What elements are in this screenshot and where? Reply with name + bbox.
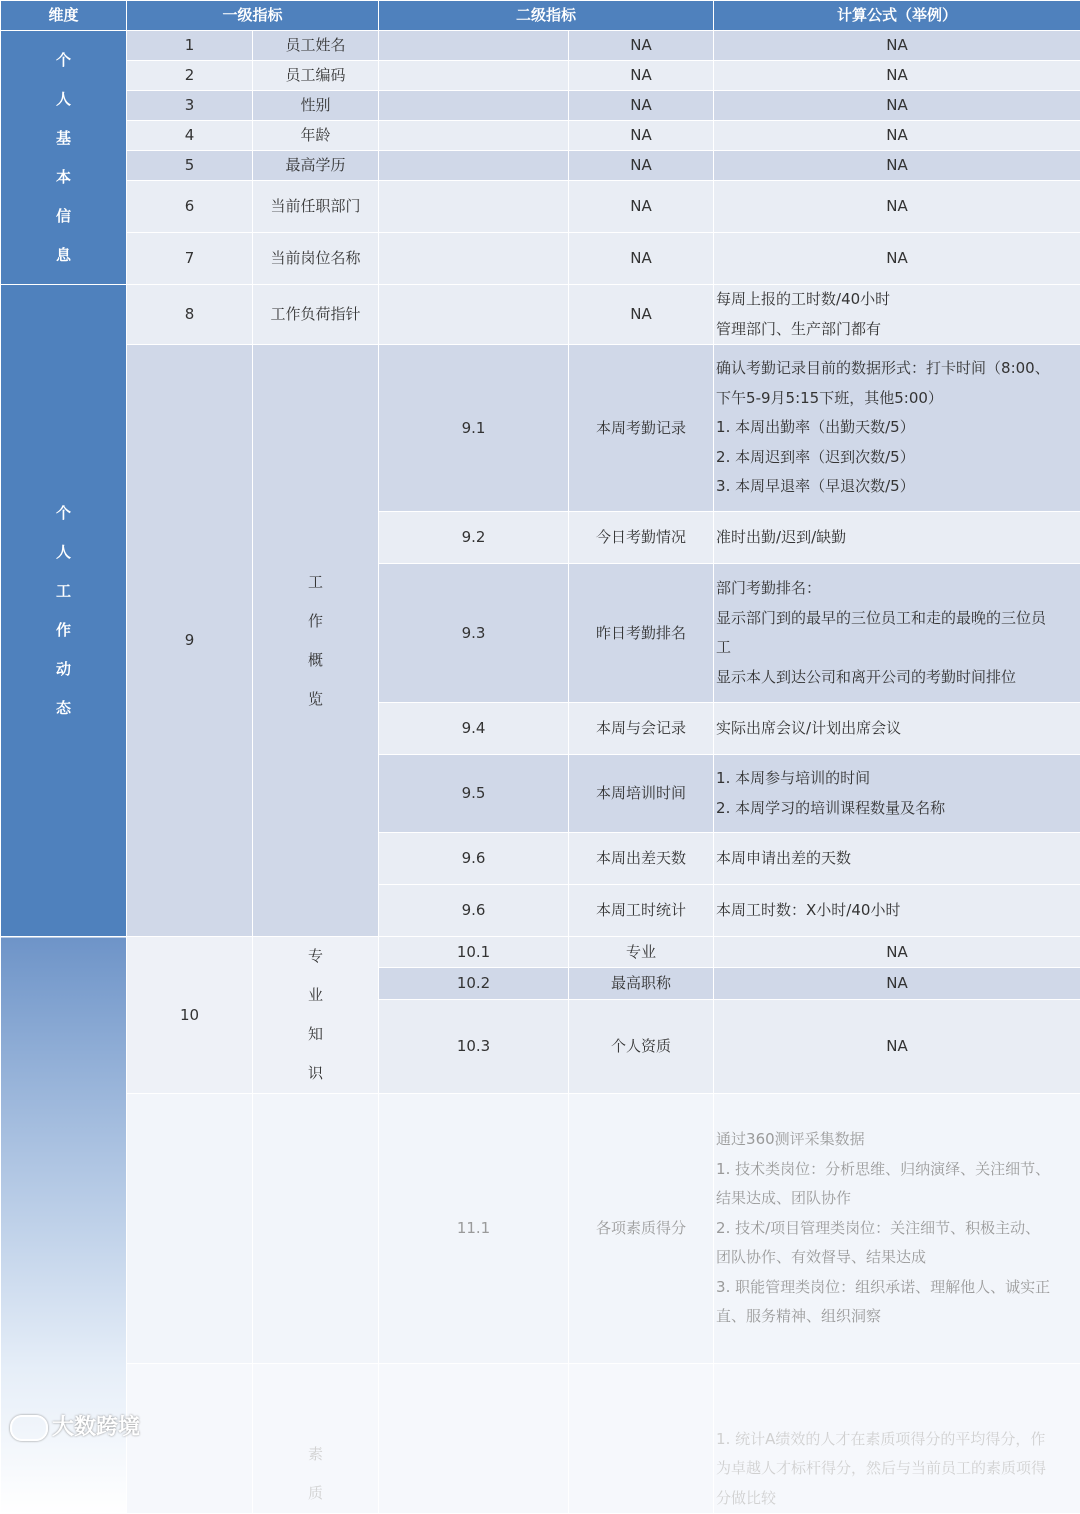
row-no: 8 (127, 285, 253, 345)
sub-no: 9.6 (379, 833, 569, 885)
dimension-personal-info: 个 人 基 本 信 息 (1, 31, 127, 285)
sub-name: 本周与会记录 (569, 703, 714, 755)
sub-no: 10.1 (379, 937, 569, 968)
row-no: 2 (127, 61, 253, 91)
logo-icon (10, 1415, 48, 1441)
row-no: 10 (127, 937, 253, 1094)
watermark-text: 大数跨境 (52, 1415, 140, 1440)
table-row (1, 1364, 1080, 1514)
row-no: 3 (127, 91, 253, 121)
formula: NA (714, 91, 1080, 121)
sub-name: 昨日考勤排名 (569, 564, 714, 703)
sub-no: 9.5 (379, 755, 569, 833)
formula: 每周上报的工时数/40小时 管理部门、生产部门都有 (714, 285, 1080, 345)
sub-no: 10.2 (379, 968, 569, 999)
sub-no (379, 233, 569, 285)
row-name: 员工姓名 (253, 31, 379, 61)
sub-name: NA (569, 121, 714, 151)
table-row (1, 285, 1080, 345)
sub-no (379, 121, 569, 151)
sub-name: NA (569, 151, 714, 181)
formula: NA (714, 937, 1080, 968)
sub-name: NA (569, 61, 714, 91)
sub-no: 9.3 (379, 564, 569, 703)
sub-no (379, 61, 569, 91)
sub-name: NA (569, 233, 714, 285)
row-no (127, 1094, 253, 1364)
header-row (1, 1, 1080, 31)
sub-no: 11.1 (379, 1094, 569, 1364)
row-name: 性别 (253, 91, 379, 121)
sub-no (379, 285, 569, 345)
sub-no: 9.2 (379, 512, 569, 564)
formula: 通过360测评采集数据 1. 技术类岗位：分析思维、归纳演绎、关注细节、 结果达成、团队协作 2. 技术/项目管理类岗位：关注细节、积极主动、 团队协作、有效督导、结果达成 3. 职能管理类岗位：组织承诺、理解他人、诚实正 直、服务精神、组织洞察 (714, 1094, 1080, 1364)
sub-name: 本周培训时间 (569, 755, 714, 833)
formula: 部门考勤排名： 显示部门到的最早的三位员工和走的最晚的三位员 工 显示本人到达公司和离开公司的考勤时间排位 (714, 564, 1080, 703)
sub-name: NA (569, 285, 714, 345)
sub-name: 各项素质得分 (569, 1094, 714, 1364)
table-row (1, 151, 1080, 181)
row-name: 员工编码 (253, 61, 379, 91)
sub-name: 个人资质 (569, 999, 714, 1093)
sub-no (379, 31, 569, 61)
sub-name: 专业 (569, 937, 714, 968)
table-row (1, 345, 1080, 512)
table-row (1, 121, 1080, 151)
row-name: 素 质 (253, 1364, 379, 1514)
header-dimension: 维度 (1, 1, 127, 31)
row-no: 7 (127, 233, 253, 285)
sub-no: 9.6 (379, 885, 569, 937)
row-name: 工 作 概 览 (253, 345, 379, 937)
row-name: 工作负荷指针 (253, 285, 379, 345)
sub-no (379, 91, 569, 121)
formula: NA (714, 968, 1080, 999)
formula: 1. 本周参与培训的时间 2. 本周学习的培训课程数量及名称 (714, 755, 1080, 833)
row-name: 专 业 知 识 (253, 937, 379, 1094)
row-no (127, 1364, 253, 1514)
row-no: 5 (127, 151, 253, 181)
row-no: 1 (127, 31, 253, 61)
sub-no: 9.1 (379, 345, 569, 512)
formula: NA (714, 151, 1080, 181)
row-no: 6 (127, 181, 253, 233)
formula: 本周申请出差的天数 (714, 833, 1080, 885)
table-row (1, 937, 1080, 968)
header-level1: 一级指标 (127, 1, 379, 31)
formula: 实际出席会议/计划出席会议 (714, 703, 1080, 755)
row-name (253, 1094, 379, 1364)
formula: NA (714, 31, 1080, 61)
formula: 本周工时数：X小时/40小时 (714, 885, 1080, 937)
formula: 1. 统计A绩效的人才在素质项得分的平均得分，作 为卓越人才标杆得分，然后与当前员工的素质项得 分做比较 (714, 1364, 1080, 1514)
sub-no (379, 1364, 569, 1514)
formula: NA (714, 121, 1080, 151)
row-no: 9 (127, 345, 253, 937)
sub-name: NA (569, 181, 714, 233)
sub-name (569, 1364, 714, 1514)
table-row (1, 31, 1080, 61)
sub-no (379, 181, 569, 233)
dimension-work-dynamics: 个 人 工 作 动 态 (1, 285, 127, 937)
formula: NA (714, 181, 1080, 233)
sub-name: 本周出差天数 (569, 833, 714, 885)
header-formula: 计算公式（举例） (714, 1, 1080, 31)
formula: NA (714, 233, 1080, 285)
row-no: 4 (127, 121, 253, 151)
sub-name: NA (569, 31, 714, 61)
table-row (1, 1094, 1080, 1364)
formula: 准时出勤/迟到/缺勤 (714, 512, 1080, 564)
sub-name: 今日考勤情况 (569, 512, 714, 564)
header-level2: 二级指标 (379, 1, 714, 31)
row-name: 当前任职部门 (253, 181, 379, 233)
table-row (1, 181, 1080, 233)
formula: 确认考勤记录目前的数据形式：打卡时间（8:00、 下午5-9月5:15下班，其他5:00） 1. 本周出勤率（出勤天数/5） 2. 本周迟到率（迟到次数/5） 3. 本周早退率（早退次数/5） (714, 345, 1080, 512)
row-name: 当前岗位名称 (253, 233, 379, 285)
sub-name: 本周工时统计 (569, 885, 714, 937)
formula: NA (714, 999, 1080, 1093)
row-name: 最高学历 (253, 151, 379, 181)
watermark (10, 1410, 140, 1441)
table-row (1, 233, 1080, 285)
formula: NA (714, 61, 1080, 91)
sub-no (379, 151, 569, 181)
row-name: 年龄 (253, 121, 379, 151)
sub-no: 10.3 (379, 999, 569, 1093)
sub-name: NA (569, 91, 714, 121)
sub-name: 最高职称 (569, 968, 714, 999)
table-row (1, 91, 1080, 121)
table-row (1, 61, 1080, 91)
sub-name: 本周考勤记录 (569, 345, 714, 512)
sub-no: 9.4 (379, 703, 569, 755)
